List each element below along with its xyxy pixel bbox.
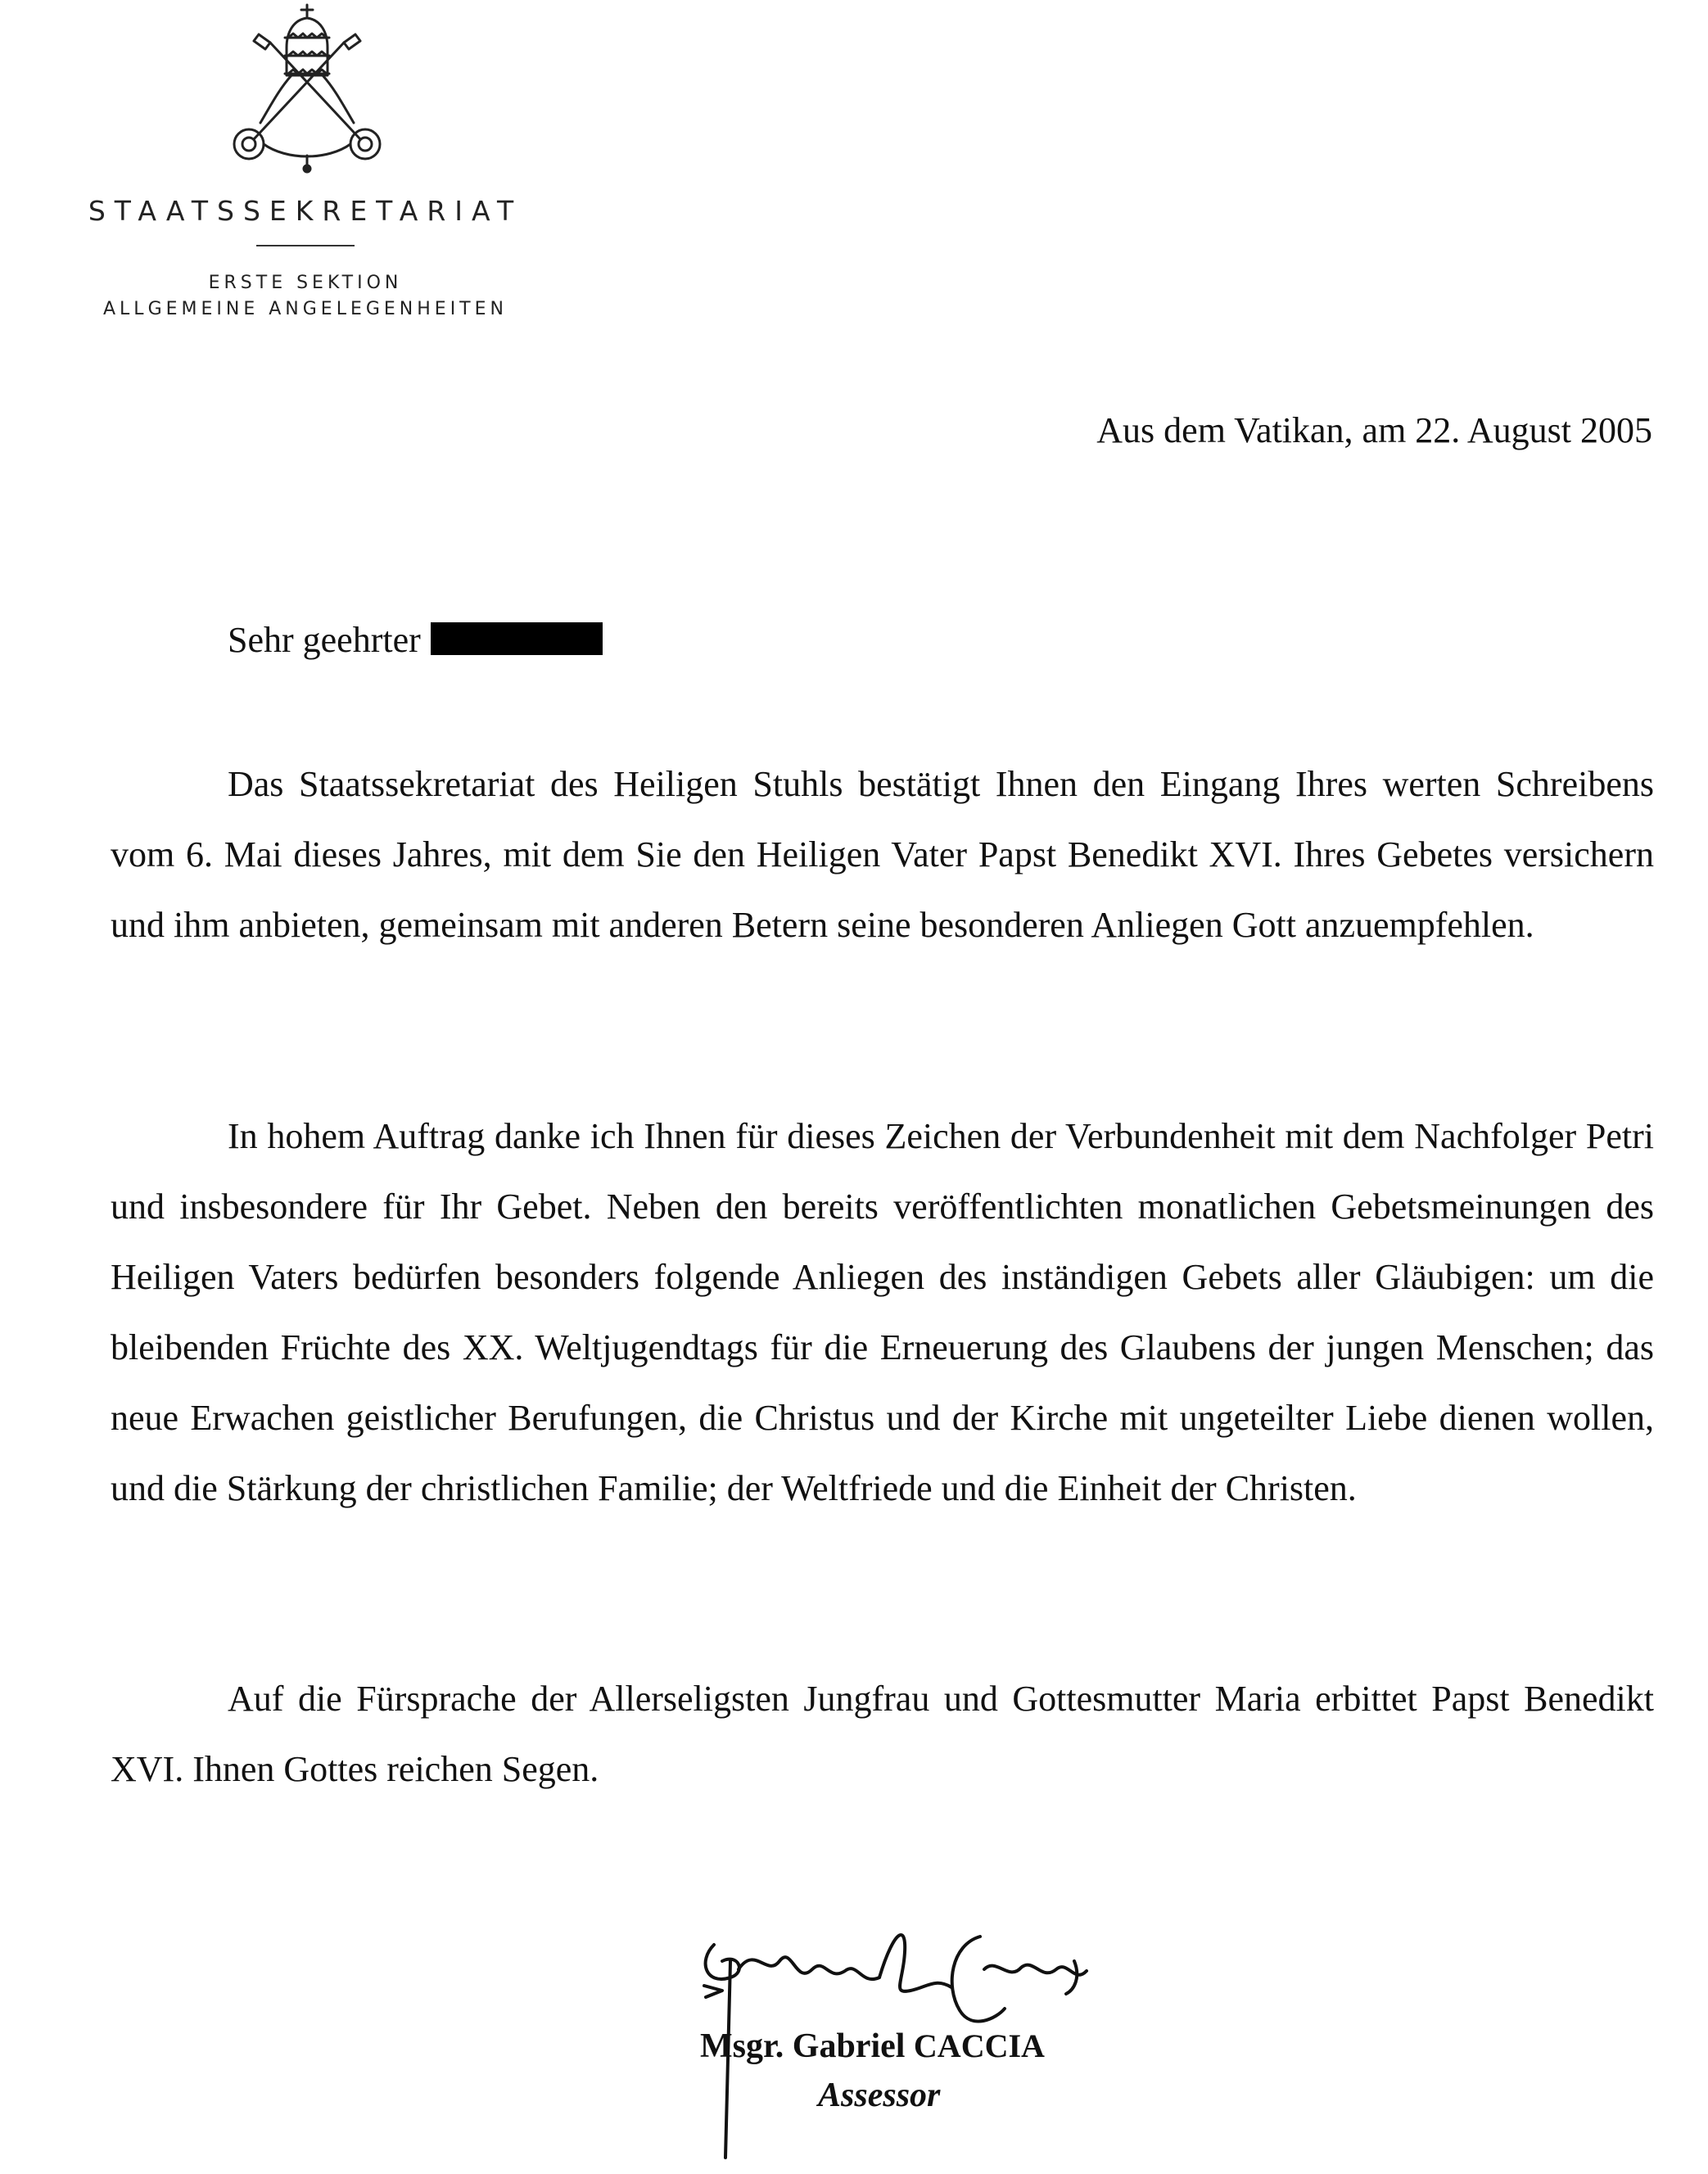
salutation <box>228 619 603 661</box>
date-line: Aus dem Vatikan, am 22. August 2005 <box>1096 410 1652 450</box>
subsection-name: ALLGEMEINE ANGELEGENHEITEN <box>103 299 508 319</box>
papal-crest-icon <box>221 0 393 174</box>
redacted-name <box>431 622 603 655</box>
paragraph-2: In hohem Auftrag danke ich Ihnen für dieses Zeichen der Verbundenheit mit dem Nachfolger Petri und insbesondere für Ihr Gebet. Neben den bereits veröffentlichten monatlichen Gebetsmeinungen des Heiligen Vaters bedürfen besonders folgende Anliegen des inständigen Gebets aller Gläubigen: um die bleibenden Früchte des XX. Weltjugendtags für die Erneuerung des Glaubens der jungen Menschen; das neue Erwachen geistlicher Berufungen, die Christus und der Kirche mit ungeteilter Liebe dienen wollen, und die Stärkung der christlichen Familie; der Weltfriede und die Einheit der Christen. <box>111 1116 1654 1508</box>
salutation-text: Sehr geehrter <box>228 620 421 660</box>
letterhead <box>39 195 572 323</box>
signatory-name <box>700 2027 1045 2066</box>
signatory-title: Assessor <box>818 2077 941 2114</box>
letterhead-divider <box>256 245 355 246</box>
section-name: ERSTE SEKTION <box>208 273 403 293</box>
paragraph-3: Auf die Fürsprache der Allerseligsten Jungfrau und Gottesmutter Maria erbittet Papst Benedikt XVI. Ihnen Gottes reichen Segen. <box>111 1679 1654 1789</box>
signatory-surname: CACCIA <box>913 2027 1045 2064</box>
department-name: STAATSSEKRETARIAT <box>88 195 523 227</box>
signatory-prefix: Msgr. Gabriel <box>700 2027 914 2065</box>
paragraph-1: Das Staatssekretariat des Heiligen Stuhls bestätigt Ihnen den Eingang Ihres werten Schreibens vom 6. Mai dieses Jahres, mit dem Sie den Heiligen Vater Papst Benedikt XVI. Ihres Gebetes versichern und ihm anbieten, gemeinsam mit anderen Betern seine besonderen Anliegen Gott anzuempfehlen. <box>111 764 1654 945</box>
